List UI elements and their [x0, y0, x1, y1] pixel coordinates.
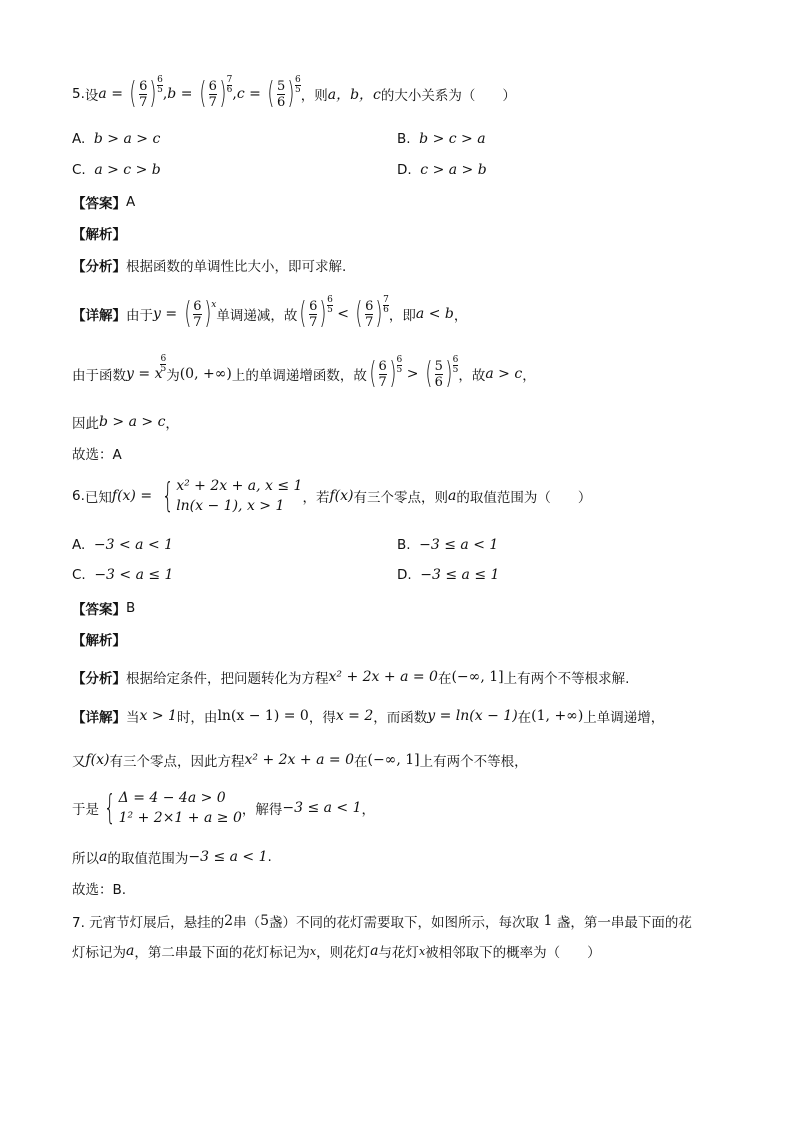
q7-stem-line1: 7. 元宵节灯展后，悬挂的 2 串（ 5 盏）不同的花灯需要取下，如图所示，每次取 1 盏，第一串最下面的花 — [72, 913, 692, 931]
q6-detail-line4: 所以 a 的取值范围为 −3 ≤ a < 1 . — [72, 849, 272, 867]
q5-analysis-heading: 【解析】 — [72, 227, 126, 243]
q6-detail-line1: 【详解】 当 x > 1 时，由 ln(x − 1) = 0 ，得 x = 2 ，而函数 y = ln(x − 1) 在 (1, +∞) 上单调递增， — [72, 708, 665, 726]
q6-detail-line2: 又 f(x) 有三个零点，因此方程 x² + 2x + a = 0 在 (−∞, 1] 上有两个不等根， — [72, 752, 528, 770]
q5-option-c: C. a > c > b — [72, 162, 161, 178]
q6-analysis-heading: 【解析】 — [72, 633, 126, 649]
q6-option-c: C. −3 < a ≤ 1 — [72, 567, 174, 583]
q6-conclusion: 故选：B. — [72, 882, 127, 898]
q7-stem-line2: 灯标记为 a ，第二串最下面的花灯标记为 x ，则花灯 a 与花灯 x 被相邻取下的概率为（ ） — [72, 943, 601, 961]
q5-detail-line1: 【详解】 由于 y = ( $\frac{6}{7}$ ) x 单调递减，故 ( $\frac{6}{7}$ ) $\frac{6}{5}$ < ( $\frac{6}{7}$ ) $\frac{7}{6}$ ，即 a < b ， — [72, 294, 468, 331]
q5-option-b: B. b > c > a — [397, 131, 486, 147]
q5-detail-line2: 由于函数 y = x $\frac{6}{5}$ 为 (0, +∞) 上的单调递增函数，故 ( $\frac{6}{7}$ ) $\frac{6}{5}$ > ( $\frac{5}{6}$ ) $\frac{6}{5}$ ，故 a > c ， — [72, 353, 536, 391]
q5-answer: 【答案】 A — [72, 194, 136, 212]
q6-detail-line3: 于是 { Δ = 4 − 4a > 0 1² + 2×1 + a ≥ 0 ，解得 −3 ≤ a < 1 ， — [72, 788, 376, 828]
q6-option-d: D. −3 ≤ a ≤ 1 — [397, 567, 500, 583]
q6-stem: 6. 已知 f(x) = { x² + 2x + a, x ≤ 1 ln(x − 1), x > 1 ，若 f(x) 有三个零点，则 a 的取值范围为（ ） — [72, 476, 592, 516]
q5-detail-line3: 因此 b > a > c ， — [72, 414, 179, 432]
q5-option-d: D. c > a > b — [397, 162, 487, 178]
q6-fenxi: 【分析】 根据给定条件，把问题转化为方程 x² + 2x + a = 0 在 (−∞, 1] 上有两个不等根求解. — [72, 669, 630, 687]
q6-option-a: A. −3 < a < 1 — [72, 537, 174, 553]
q5-option-a: A. b > a > c — [72, 131, 161, 147]
q5-conclusion: 故选：A — [72, 447, 122, 463]
q6-answer: 【答案】 B — [72, 600, 136, 618]
q5-stem: 5. 设 a = ( $\frac{6}{7}$ ) $\frac{6}{5}$ , b = ( $\frac{6}{7}$ ) $\frac{7}{6}$ , c = ( $\frac{5}{6}$ ) $\frac{6}{5}$ ，则 a，b，c 的大小关系为（ ） — [72, 74, 516, 111]
q6-option-b: B. −3 ≤ a < 1 — [397, 537, 499, 553]
q5-fenxi: 【分析】 根据函数的单调性比大小，即可求解. — [72, 259, 347, 275]
